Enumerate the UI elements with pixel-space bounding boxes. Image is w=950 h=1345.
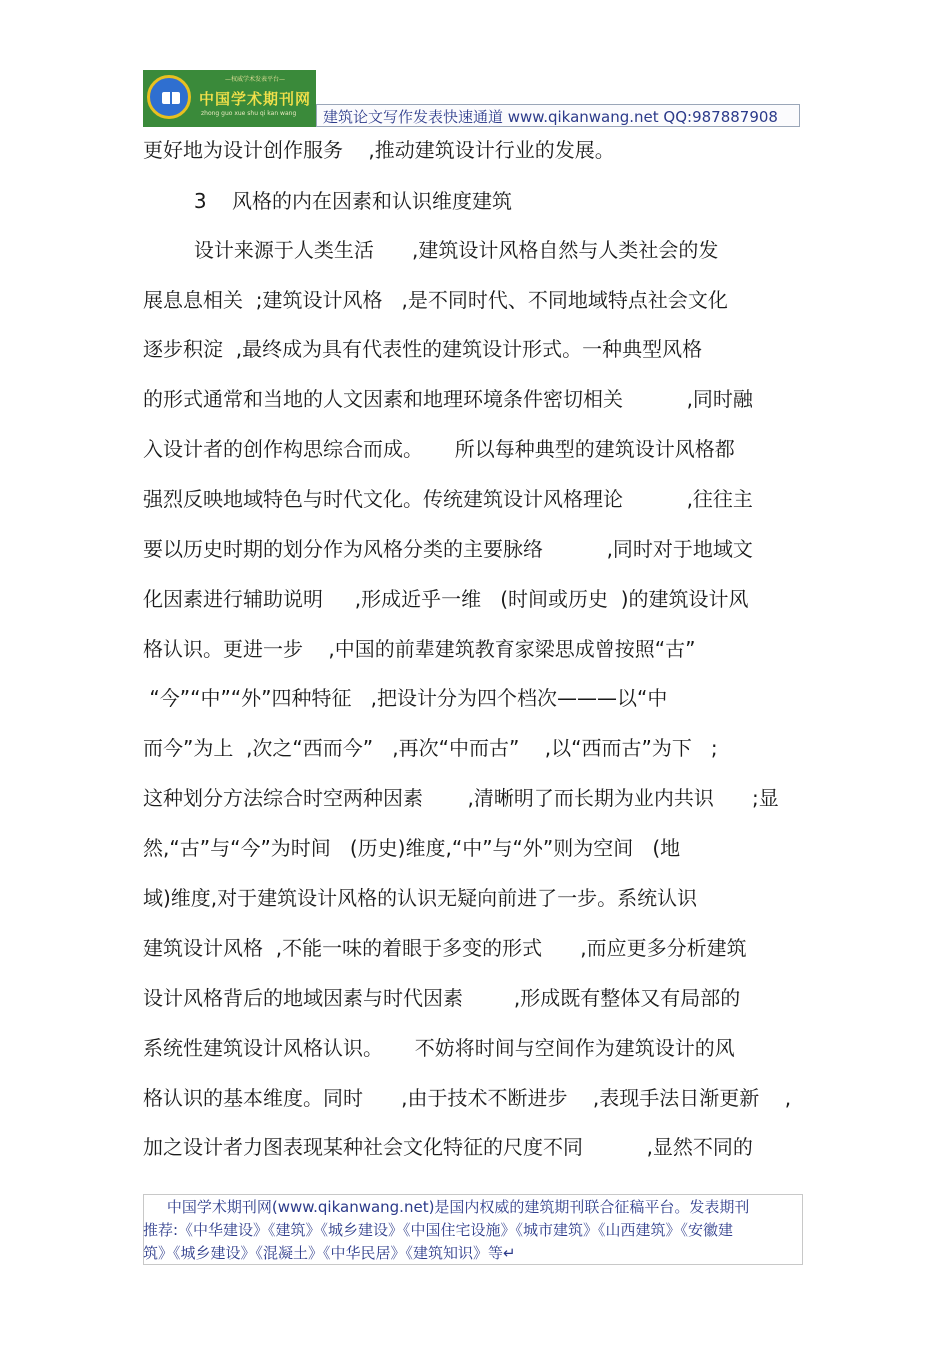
footer-line[interactable]: 中国学术期刊网(www.qikanwang.net)是国内权威的建筑期刊联合征稿平台。发表期刊 <box>143 1198 750 1216</box>
body-line: 逐步积淀 ,最终成为具有代表性的建筑设计形式。一种典型风格 <box>143 337 703 361</box>
body-line: 格认识的基本维度。同时 ,由于技术不断进步 ,表现手法日渐更新 , <box>143 1086 792 1110</box>
footer-line: 推荐:《中华建设》《建筑》《城乡建设》《中国住宅设施》《城市建筑》《山西建筑》《安徽建 <box>143 1221 734 1239</box>
body-line: 展息息相关 ;建筑设计风格 ,是不同时代、不同地域特点社会文化 <box>143 288 728 312</box>
logo-name: 中国学术期刊网 <box>199 90 312 108</box>
body-line: 强烈反映地域特色与时代文化。传统建筑设计风格理论 ,往往主 <box>143 487 753 511</box>
body-line: “今”“中”“外”四种特征 ,把设计分为四个档次———以“中 <box>143 686 668 710</box>
body-line: 的形式通常和当地的人文因素和地理环境条件密切相关 ,同时融 <box>143 387 753 411</box>
body-line: 化因素进行辅助说明 ,形成近乎一维 (时间或历史 )的建筑设计风 <box>143 587 749 611</box>
body-line: 要以历史时期的划分作为风格分类的主要脉络 ,同时对于地域文 <box>143 537 753 561</box>
section-heading: 3 风格的内在因素和认识维度建筑 <box>143 189 513 213</box>
logo-slogan: —权威学术发表平台— <box>224 76 285 83</box>
body-line: 设计来源于人类生活 ,建筑设计风格自然与人类社会的发 <box>143 238 719 262</box>
header-tagline[interactable]: 建筑论文写作发表快速通道 www.qikanwang.net QQ:987887908 <box>323 108 778 126</box>
footer-line: 筑》《城乡建设》《混凝土》《中华民居》《建筑知识》等↵ <box>143 1244 516 1262</box>
body-line: 格认识。更进一步 ,中国的前辈建筑教育家梁思成曾按照“古” <box>143 637 696 661</box>
body-line: 域)维度,对于建筑设计风格的认识无疑向前进了一步。系统认识 <box>143 886 698 910</box>
body-line: 而今”为上 ,次之“西而今” ,再次“中而古” ,以“西而古”为下 ; <box>143 736 718 760</box>
body-line: 设计风格背后的地域因素与时代因素 ,形成既有整体又有局部的 <box>143 986 741 1010</box>
logo-pinyin: zhong guo xue shu qi kan wang <box>201 110 297 117</box>
body-line: 这种划分方法综合时空两种因素 ,清晰明了而长期为业内共识 ;显 <box>143 786 779 810</box>
body-line: 建筑设计风格 ,不能一味的着眼于多变的形式 ,而应更多分析建筑 <box>143 936 747 960</box>
site-logo[interactable] <box>143 70 316 127</box>
book-emblem-icon <box>147 75 191 119</box>
body-line: 然,“古”与“今”为时间 (历史)维度,“中”与“外”则为空间 (地 <box>143 836 681 860</box>
body-line: 入设计者的创作构思综合而成。 所以每种典型的建筑设计风格都 <box>143 437 735 461</box>
body-line: 系统性建筑设计风格认识。 不妨将时间与空间作为建筑设计的风 <box>143 1036 735 1060</box>
body-line: 更好地为设计创作服务 ,推动建筑设计行业的发展。 <box>143 138 615 162</box>
body-line: 加之设计者力图表现某种社会文化特征的尺度不同 ,显然不同的 <box>143 1135 753 1159</box>
